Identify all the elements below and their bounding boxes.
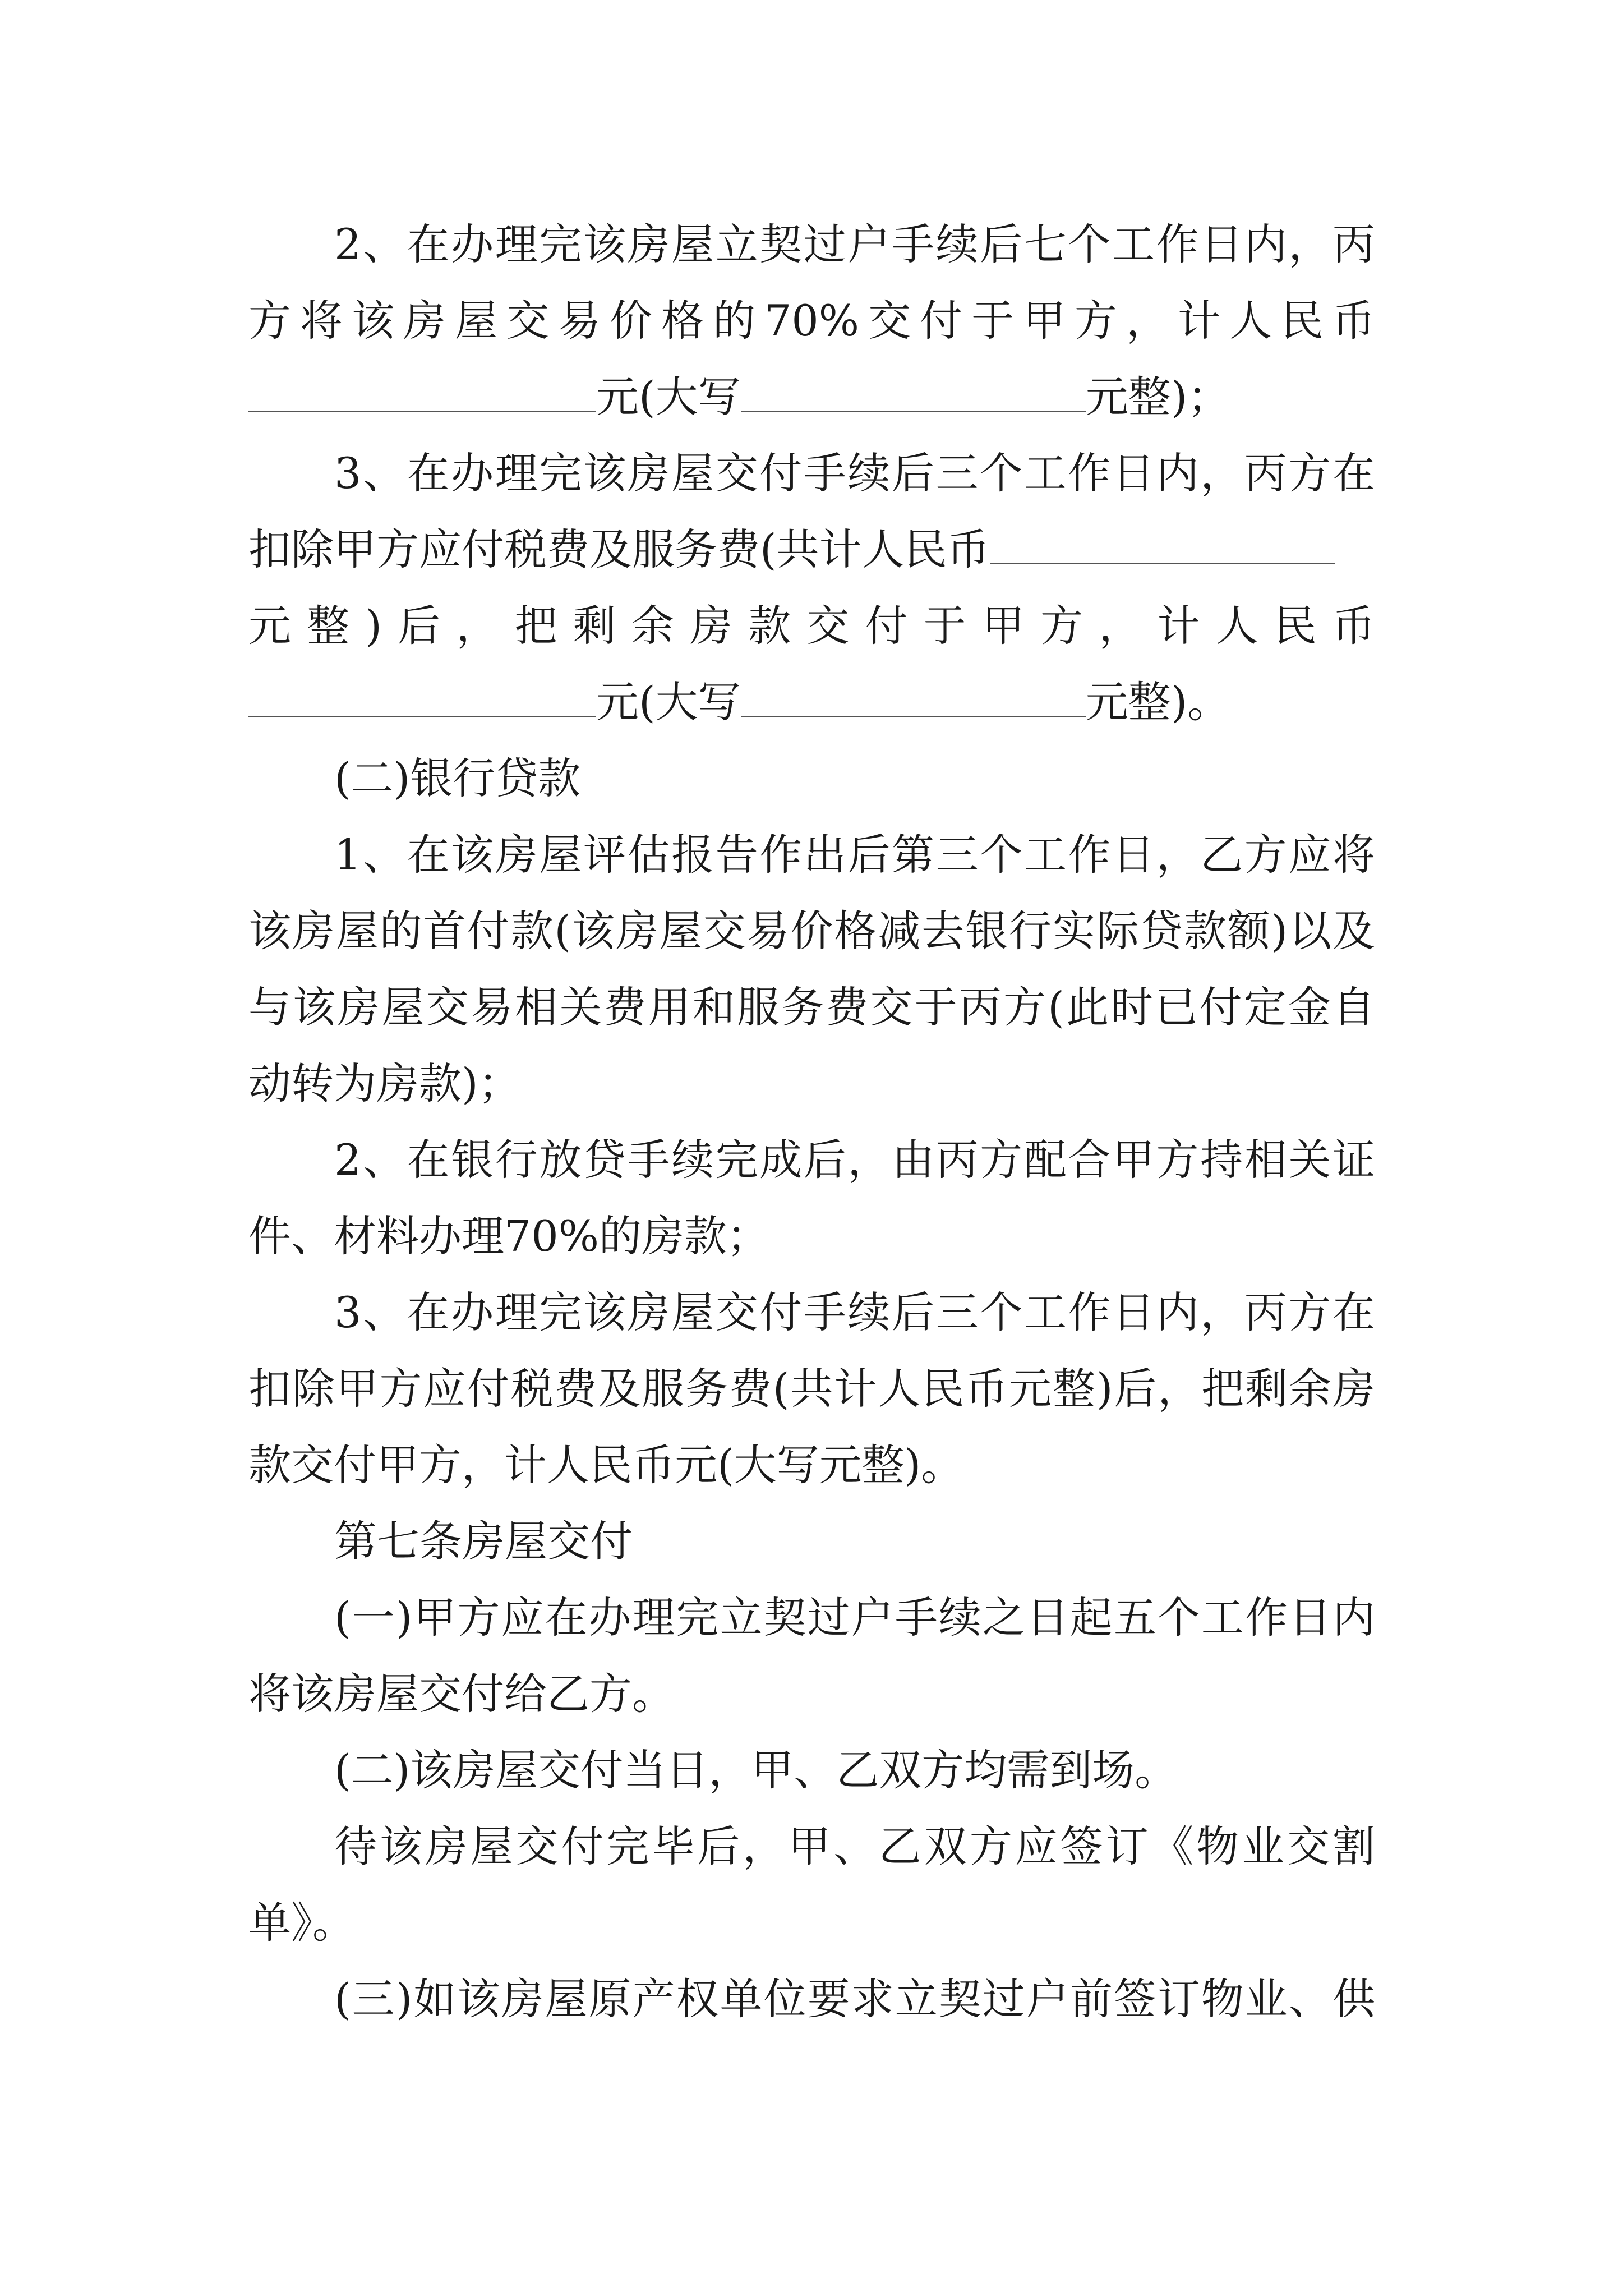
fill-in-blank <box>741 714 1086 717</box>
text-line: (二)该房屋交付当日，甲、乙双方均需到场。 <box>334 1745 1178 1795</box>
section-heading: (二)银行贷款 <box>334 753 581 803</box>
text-line: 3、在办理完该房屋交付手续后三个工作日内，丙方在 <box>334 448 1375 498</box>
text-line: 动转为房款)； <box>248 1059 521 1108</box>
text-line: 元整)后，把剩余房款交付于甲方，计人民币 <box>248 601 1375 651</box>
text-line: 扣除甲方应付税费及服务费(共计人民币元整)后，把剩余房 <box>248 1364 1375 1414</box>
text-line: 该房屋的首付款(该房屋交易价格减去银行实际贷款额)以及 <box>248 906 1375 956</box>
text-segment: 元(大写 <box>596 372 741 422</box>
text-segment: 元整)； <box>1085 372 1230 422</box>
text-segment: 元整)。 <box>1085 677 1230 727</box>
fill-in-blank <box>248 408 596 412</box>
text-line: 1、在该房屋评估报告作出后第三个工作日，乙方应将 <box>334 830 1375 880</box>
text-line: 待该房屋交付完毕后，甲、乙双方应签订《物业交割 <box>334 1821 1375 1871</box>
text-line: 件、材料办理70%的房款； <box>248 1211 769 1261</box>
text-line: 2、在办理完该房屋立契过户手续后七个工作日内，丙 <box>334 219 1375 269</box>
text-line: 3、在办理完该房屋交付手续后三个工作日内，丙方在 <box>334 1287 1375 1337</box>
text-segment: 元(大写 <box>596 677 741 727</box>
text-line: (三)如该房屋原产权单位要求立契过户前签订物业、供 <box>334 1974 1375 2024</box>
text-line: 与该房屋交易相关费用和服务费交于丙方(此时已付定金自 <box>248 982 1375 1032</box>
text-line: 单》。 <box>248 1898 355 1948</box>
text-segment: 扣除甲方应付税费及服务费(共计人民币 <box>248 524 990 574</box>
fill-in-blank <box>990 561 1335 564</box>
text-line-with-blanks <box>248 664 1375 740</box>
text-line: (一)甲方应在办理完立契过户手续之日起五个工作日内 <box>334 1593 1375 1642</box>
text-line-with-blanks <box>248 512 1375 588</box>
text-line-with-blanks <box>248 359 1375 435</box>
text-line: 将该房屋交付给乙方。 <box>248 1669 675 1719</box>
text-line: 方将该房屋交易价格的70%交付于甲方，计人民币 <box>248 296 1375 346</box>
section-heading: 第七条房屋交付 <box>334 1516 633 1566</box>
text-line: 2、在银行放贷手续完成后，由丙方配合甲方持相关证 <box>334 1135 1375 1185</box>
fill-in-blank <box>248 714 596 717</box>
text-line: 款交付甲方，计人民币元(大写元整)。 <box>248 1440 964 1490</box>
fill-in-blank <box>741 408 1086 412</box>
